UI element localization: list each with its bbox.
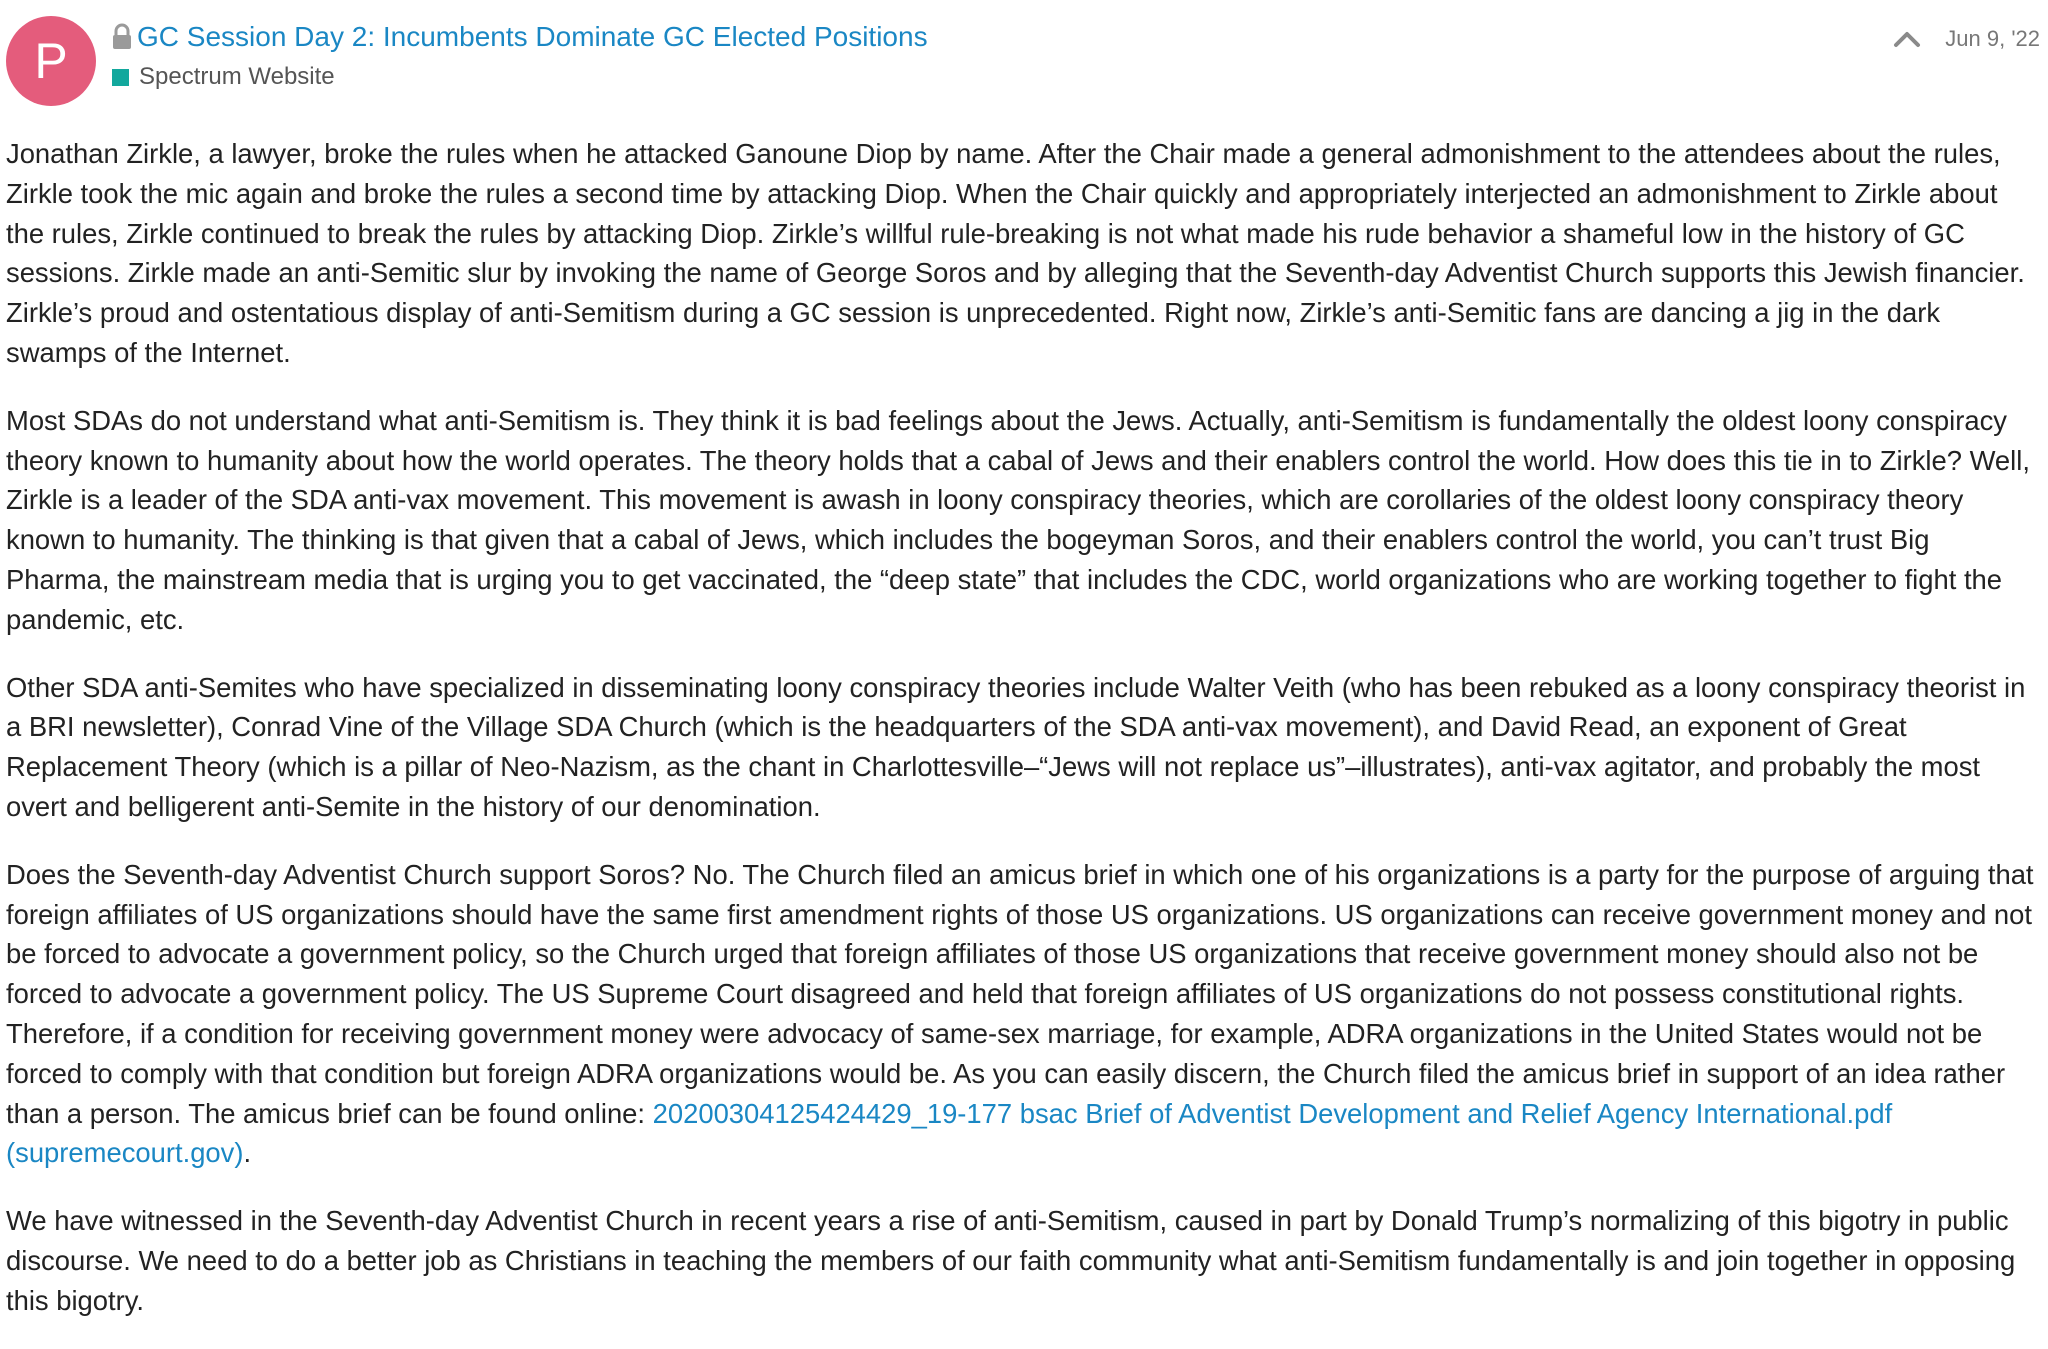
chevron-up-icon[interactable] (1893, 29, 1921, 49)
post-title-row (111, 18, 928, 56)
post-paragraph: Jonathan Zirkle, a lawyer, broke the rules when he attacked Ganoune Diop by name. After the Chair made a general admonishment to the attendees about the rules, Zirkle took the mic again and broke the rules a second time by attacking Diop. When the Chair quickly and appropriately interjected an admonishment to Zirkle about the rules, Zirkle continued to break the rules by attacking Diop. Zirkle’s willful rule-breaking is not what made his rude behavior a shameful low in the history of GC sessions. Zirkle made an anti-Semitic slur by invoking the name of George Soros and by alleging that the Seventh-day Adventist Church supports this Jewish financier. Zirkle’s proud and ostentatious display of anti-Semitism during a GC session is unprecedented. Right now, Zirkle’s anti-Semitic fans are dancing a jig in the dark swamps of the Internet. (6, 138, 2025, 368)
post-paragraph: Most SDAs do not understand what anti-Semitism is. They think it is bad feelings about the Jews. Actually, anti-Semitism is fundamentally the oldest loony conspiracy theory known to humanity about how the world operates. The theory holds that a cabal of Jews and their enablers control the world. How does this tie in to Zirkle? Well, Zirkle is a leader of the SDA anti-vax movement. This movement is awash in loony conspiracy theories, which are corollaries of the oldest loony conspiracy theory known to humanity. The thinking is that given that a cabal of Jews, which includes the bogeyman Soros, and their enablers control the world, you can’t trust Big Pharma, the mainstream media that is urging you to get vaccinated, the “deep state” that includes the CDC, world organizations who are working together to fight the pandemic, etc. (6, 404, 2030, 635)
post-paragraph (6, 855, 2040, 1173)
paragraph-text: Does the Seventh-day Adventist Church support Soros? No. The Church filed an amicus brief in which one of his organizations is a party for the purpose of arguing that foreign affiliates of US organizations should have the same first amendment rights of those US organizations. US organizations can receive government money and not be forced to advocate a government policy, so the Church urged that foreign affiliates of those US organizations that receive government money should also not be forced to advocate a government policy. The US Supreme Court disagreed and held that foreign affiliates of US organizations do not possess constitutional rights. Therefore, if a condition for receiving government money were advocacy of same-sex marriage, for example, ADRA organizations in the United States would not be forced to comply with that condition but foreign ADRA organizations would be. As you can easily discern, the Church filed the amicus brief in support of an idea rather than a person. The amicus brief can be found online: (6, 858, 2034, 1129)
avatar[interactable]: P (6, 16, 96, 106)
post-date[interactable]: Jun 9, '22 (1945, 26, 2040, 51)
post-paragraph: Other SDA anti-Semites who have specialized in disseminating loony conspiracy theories include Walter Veith (who has been rebuked as a loony conspiracy theorist in a BRI newsletter), Conrad Vine of the Village SDA Church (which is the headquarters of the SDA anti-vax movement), and David Read, an exponent of Great Replacement Theory (which is a pillar of Neo-Nazism, as the chant in Charlottesville–“Jews will not replace us”–illustrates), anti-vax agitator, and probably the most overt and belligerent anti-Semite in the history of our denomination. (6, 671, 2026, 822)
lock-icon (111, 23, 133, 51)
paragraph-end-period: . (243, 1137, 252, 1169)
category-color-swatch (112, 69, 129, 86)
category-name[interactable]: Spectrum Website (139, 63, 335, 90)
post-body (6, 134, 2040, 1349)
category-badge[interactable] (112, 60, 335, 94)
post-meta (1893, 20, 2040, 58)
post-paragraph: We have witnessed in the Seventh-day Adventist Church in recent years a rise of anti-Semitism, caused in part by Donald Trump’s normalizing of this bigotry in public discourse. We need to do a better job as Christians in teaching the members of our faith community what anti-Semitism fundamentally is and join together in opposing this bigotry. (6, 1205, 2016, 1316)
amicus-brief-link[interactable]: 20200304125424429_19-177 bsac Brief of Adventist Development and Relief Agency International.pdf (supremecourt.gov) (6, 1097, 1893, 1169)
topic-title-link[interactable]: GC Session Day 2: Incumbents Dominate GC Elected Positions (137, 21, 928, 52)
